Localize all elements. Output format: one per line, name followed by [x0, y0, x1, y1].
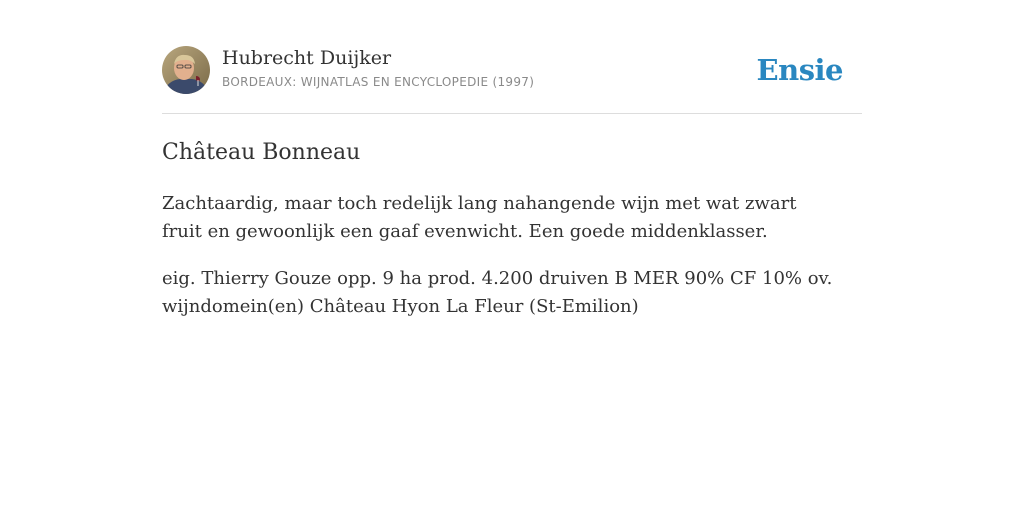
author-name[interactable]: Hubrecht Duijker [222, 47, 392, 69]
entry-title: Château Bonneau [162, 140, 361, 165]
book-title[interactable]: BORDEAUX: WIJNATLAS EN ENCYCLOPEDIE (1997) [222, 75, 535, 89]
author-avatar[interactable] [162, 46, 210, 94]
entry-details: eig. Thierry Gouze opp. 9 ha prod. 4.200 druiven B MER 90% CF 10% ov. wijndomein(en) Château Hyon La Fleur (St-Emilion) [162, 268, 833, 317]
entry-description: Zachtaardig, maar toch redelijk lang nahangende wijn met wat zwart fruit en gewoonlijk een gaaf evenwicht. Een goede middenklasser. [162, 193, 797, 242]
header-divider [162, 113, 862, 114]
header [162, 46, 862, 96]
brand-logo[interactable]: Ensie [756, 53, 843, 87]
